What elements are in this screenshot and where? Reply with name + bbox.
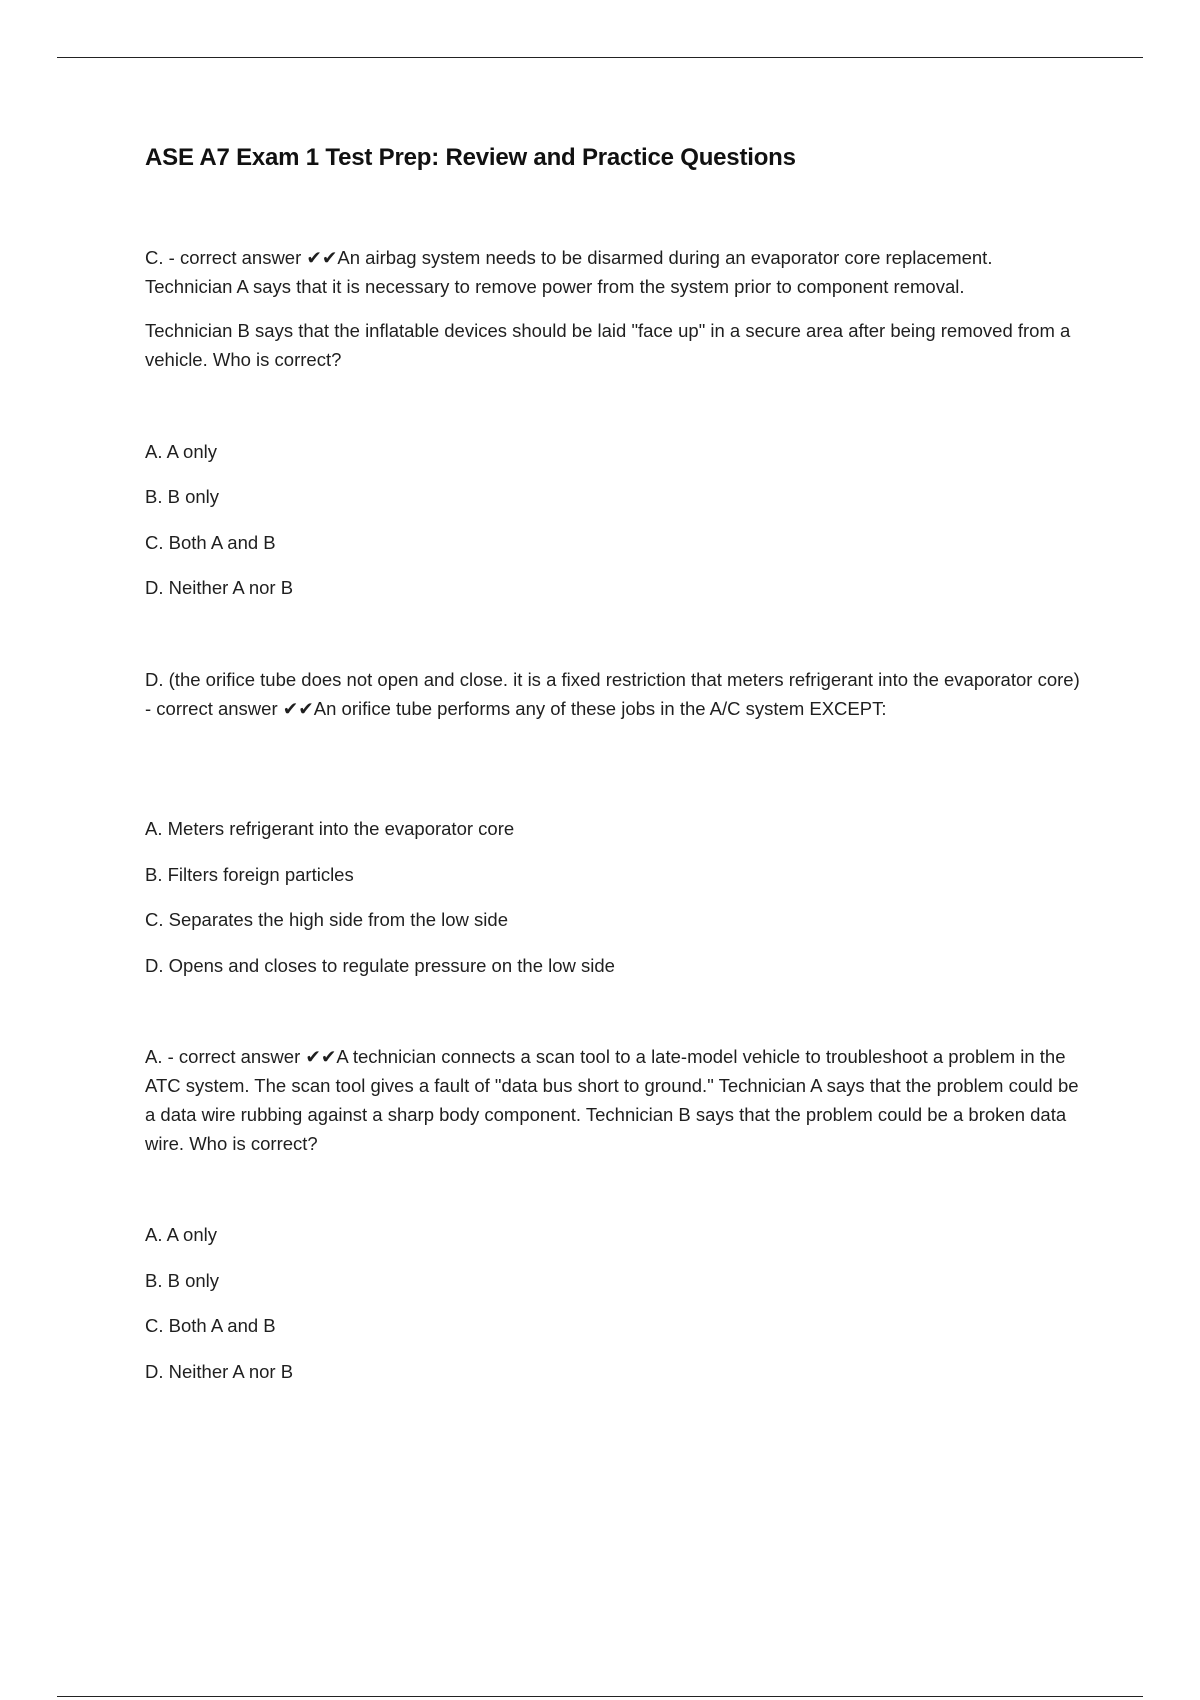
header-rule [57, 57, 1143, 58]
question-1-option-b: B. B only [145, 486, 220, 507]
question-2-option-a: A. Meters refrigerant into the evaporator core [145, 818, 515, 839]
page-title: ASE A7 Exam 1 Test Prep: Review and Practice Questions [145, 144, 796, 171]
question-2-option-c: C. Separates the high side from the low side [145, 909, 508, 930]
question-3-option-d: D. Neither A nor B [145, 1361, 294, 1382]
question-3-option-c: C. Both A and B [145, 1315, 276, 1336]
question-2-option-d: D. Opens and closes to regulate pressure on the low side [145, 955, 615, 976]
question-3-option-b: B. B only [145, 1270, 220, 1291]
question-1-option-a: A. A only [145, 441, 217, 462]
question-1 [145, 243, 1080, 374]
footer-rule [57, 1696, 1143, 1697]
question-1-text: C. - correct answer ✔✔An airbag system needs to be disarmed during an evaporator core replacement. Technician A says that it is necessary to remove power from the system prior to component removal. [145, 247, 993, 297]
question-2-text: D. (the orifice tube does not open and close. it is a fixed restriction that meters refrigerant into the evaporator core) - correct answer ✔✔An orifice tube performs any of these jobs in the A/C system EXCEPT: [145, 669, 1080, 719]
question-2 [145, 665, 1080, 723]
question-1-text-continued: Technician B says that the inflatable devices should be laid "face up" in a secure area after being removed from a vehicle. Who is correct? [145, 320, 1071, 370]
question-1-option-c: C. Both A and B [145, 532, 276, 553]
question-2-option-b: B. Filters foreign particles [145, 864, 354, 885]
question-3 [145, 1042, 1080, 1158]
question-3-text: A. - correct answer ✔✔A technician connects a scan tool to a late-model vehicle to troubleshoot a problem in the ATC system. The scan tool gives a fault of "data bus short to ground." Technician A says that the problem could be a data wire rubbing against a sharp body component. Technician B says that the problem could be a broken data wire. Who is correct? [145, 1046, 1079, 1154]
question-1-option-d: D. Neither A nor B [145, 577, 294, 598]
question-3-option-a: A. A only [145, 1224, 217, 1245]
